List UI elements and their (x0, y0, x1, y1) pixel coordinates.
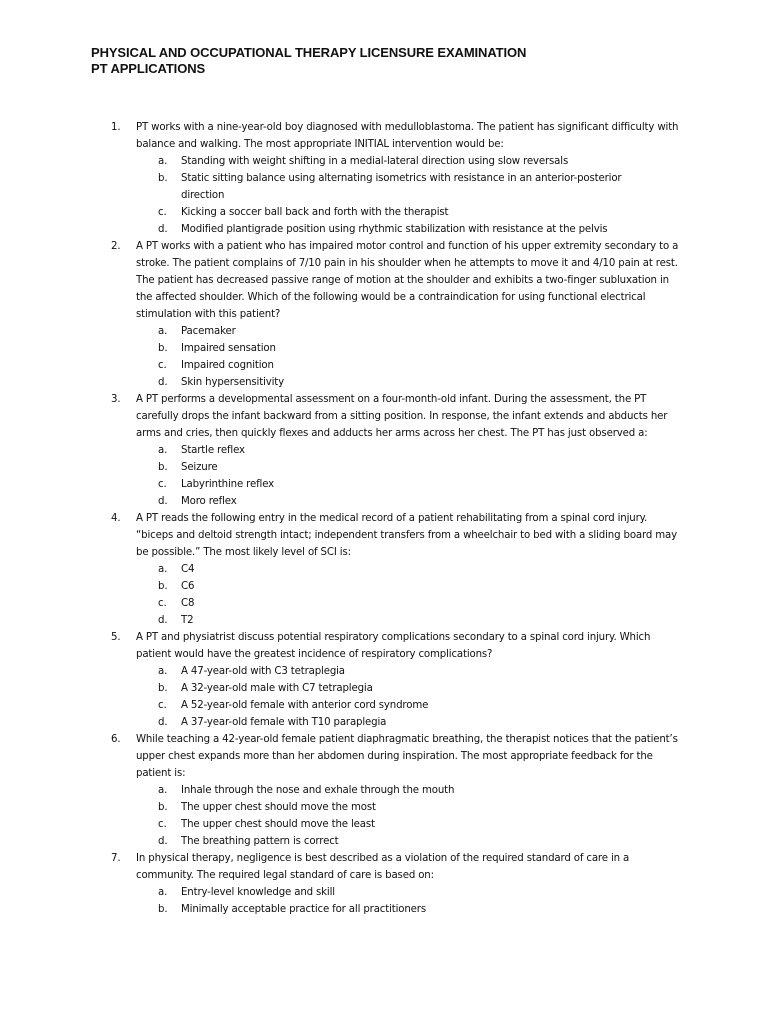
option-text: Standing with weight shifting in a medial-lateral direction using slow reversals (181, 156, 569, 167)
option-text: C4 (181, 564, 195, 575)
option-letter: d. (158, 224, 168, 235)
option-text: T2 (181, 615, 194, 626)
answer-options (136, 663, 686, 731)
option-letter: a. (158, 445, 168, 456)
option-letter: a. (158, 564, 168, 575)
option-text: Pacemaker (181, 326, 236, 337)
answer-option (136, 340, 636, 357)
option-text: The breathing pattern is correct (181, 836, 339, 847)
option-letter: a. (158, 156, 168, 167)
option-text: Impaired sensation (181, 343, 276, 354)
option-letter: d. (158, 717, 168, 728)
option-letter: d. (158, 496, 168, 507)
question-text: A PT reads the following entry in the medical record of a patient rehabilitating from a spinal cord injury. “biceps and deltoid strength intact; independent transfers from a wheelchair to bed with a sliding board may be possible.” The most likely level of SCI is: (136, 513, 677, 558)
option-letter: d. (158, 377, 168, 388)
option-letter: a. (158, 887, 168, 898)
question-number: 4. (111, 513, 121, 524)
answer-option (136, 799, 636, 816)
answer-option (136, 357, 636, 374)
option-text: Moro reflex (181, 496, 237, 507)
option-letter: c. (158, 700, 167, 711)
answer-option (136, 697, 636, 714)
question-text: While teaching a 42-year-old female patient diaphragmatic breathing, the therapist notices that the patient’s upper chest expands more than her abdomen during inspiration. The most appropriate feedback for the patient is: (136, 734, 678, 779)
answer-option (136, 612, 636, 629)
option-letter: a. (158, 326, 168, 337)
answer-option (136, 595, 636, 612)
answer-option (136, 884, 636, 901)
answer-options (136, 323, 686, 391)
question-number: 7. (111, 853, 121, 864)
answer-option (136, 833, 636, 850)
option-text: Inhale through the nose and exhale through the mouth (181, 785, 455, 796)
question-text: A PT and physiatrist discuss potential respiratory complications secondary to a spinal cord injury. Which patient would have the greatest incidence of respiratory complications? (136, 632, 651, 660)
option-letter: a. (158, 785, 168, 796)
option-letter: b. (158, 683, 168, 694)
option-text: Labyrinthine reflex (181, 479, 275, 490)
option-letter: c. (158, 598, 167, 609)
option-text: The upper chest should move the most (181, 802, 376, 813)
answer-option (136, 578, 636, 595)
option-text: Static sitting balance using alternating isometrics with resistance in an anterior-posterior direction (181, 173, 622, 201)
option-letter: d. (158, 615, 168, 626)
question-text: A PT performs a developmental assessment on a four-month-old infant. During the assessment, the PT carefully drops the infant backward from a sitting position. In response, the infant extends and abducts her arms and cries, then quickly flexes and adducts her arms across her chest. The PT has just observed a: (136, 394, 668, 439)
answer-option (136, 442, 636, 459)
question-item (0, 238, 686, 391)
answer-option (136, 459, 636, 476)
question-item (0, 629, 686, 731)
question-number: 5. (111, 632, 121, 643)
document-title: PHYSICAL AND OCCUPATIONAL THERAPY LICENSURE EXAMINATION (91, 45, 527, 60)
question-text: A PT works with a patient who has impaired motor control and function of his upper extremity secondary to a stroke. The patient complains of 7/10 pain in his shoulder when he attempts to move it and 4/10 pain at rest. The patient has decreased passive range of motion at the shoulder and exhibits a two-finger subluxation in the affected shoulder. Which of the following would be a contraindication for using functional electrical stimulation with this patient? (136, 241, 679, 320)
answer-options (136, 782, 686, 850)
answer-option (136, 561, 636, 578)
question-item (0, 850, 686, 918)
answer-option (136, 170, 636, 204)
option-letter: b. (158, 581, 168, 592)
answer-options (136, 442, 686, 510)
question-number: 3. (111, 394, 121, 405)
option-text: The upper chest should move the least (181, 819, 375, 830)
question-item (0, 731, 686, 850)
question-list (0, 119, 768, 918)
option-text: Entry-level knowledge and skill (181, 887, 335, 898)
answer-option (136, 901, 636, 918)
option-text: A 47-year-old with C3 tetraplegia (181, 666, 345, 677)
answer-option (136, 374, 636, 391)
answer-option (136, 221, 636, 238)
option-letter: b. (158, 802, 168, 813)
option-letter: b. (158, 343, 168, 354)
option-letter: d. (158, 836, 168, 847)
option-text: Modified plantigrade position using rhythmic stabilization with resistance at the pelvis (181, 224, 608, 235)
answer-option (136, 153, 636, 170)
option-text: Seizure (181, 462, 218, 473)
option-text: C6 (181, 581, 195, 592)
answer-options (136, 153, 686, 238)
option-text: A 32-year-old male with C7 tetraplegia (181, 683, 373, 694)
answer-option (136, 680, 636, 697)
option-letter: c. (158, 819, 167, 830)
option-text: Kicking a soccer ball back and forth with the therapist (181, 207, 449, 218)
option-letter: c. (158, 207, 167, 218)
document-header (91, 45, 711, 77)
option-text: Minimally acceptable practice for all practitioners (181, 904, 426, 915)
option-letter: a. (158, 666, 168, 677)
question-item (0, 391, 686, 510)
option-letter: b. (158, 173, 168, 184)
option-text: C8 (181, 598, 195, 609)
question-text: In physical therapy, negligence is best described as a violation of the required standard of care in a community. The required legal standard of care is based on: (136, 853, 630, 881)
answer-options (136, 561, 686, 629)
option-text: Impaired cognition (181, 360, 274, 371)
option-text: A 37-year-old female with T10 paraplegia (181, 717, 387, 728)
answer-option (136, 323, 636, 340)
answer-option (136, 493, 636, 510)
answer-option (136, 663, 636, 680)
question-number: 2. (111, 241, 121, 252)
answer-option (136, 782, 636, 799)
question-item (0, 510, 686, 629)
question-text: PT works with a nine-year-old boy diagnosed with medulloblastoma. The patient has significant difficulty with balance and walking. The most appropriate INITIAL intervention would be: (136, 122, 679, 150)
question-item (0, 119, 686, 238)
option-letter: c. (158, 479, 167, 490)
answer-option (136, 816, 636, 833)
question-number: 6. (111, 734, 121, 745)
answer-options (136, 884, 686, 918)
answer-option (136, 204, 636, 221)
option-letter: b. (158, 904, 168, 915)
document-subtitle: PT APPLICATIONS (91, 61, 206, 76)
option-letter: b. (158, 462, 168, 473)
answer-option (136, 476, 636, 493)
option-text: A 52-year-old female with anterior cord syndrome (181, 700, 429, 711)
option-letter: c. (158, 360, 167, 371)
answer-option (136, 714, 636, 731)
option-text: Skin hypersensitivity (181, 377, 285, 388)
option-text: Startle reflex (181, 445, 245, 456)
question-number: 1. (111, 122, 121, 133)
